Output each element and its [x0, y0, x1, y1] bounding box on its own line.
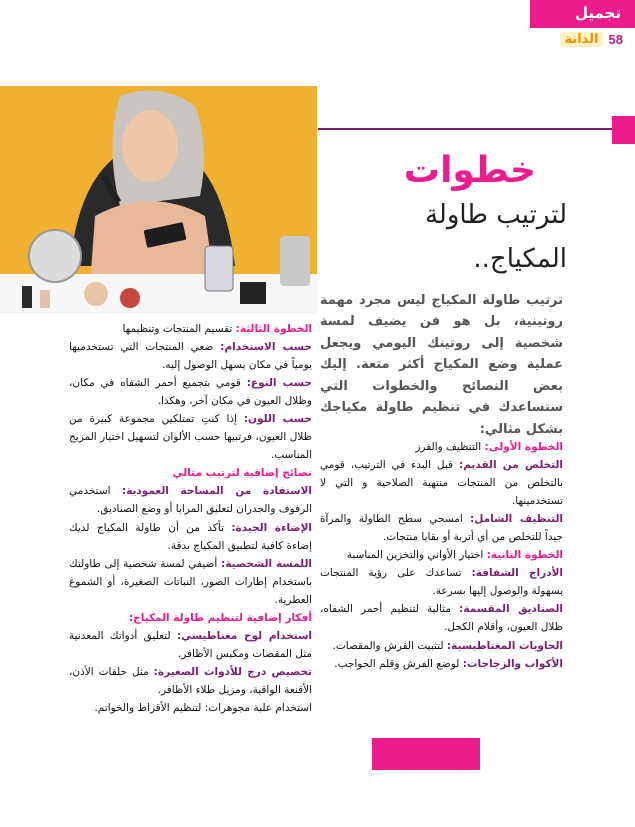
- paragraph: [69, 338, 312, 374]
- paragraph-text: اختيار الأواني والتخزين المناسبة: [346, 549, 487, 562]
- paragraph-heading: حسب اللون:: [243, 413, 312, 426]
- paragraph: [69, 482, 312, 518]
- paragraph-text: إذا كنتِ تمتلكين مجموعة كبيرة من ظلال العيون، فرتبيها حسب الألوان لتسهيل اختيار المزيج المناسب.: [69, 413, 312, 462]
- paragraph: [320, 510, 563, 546]
- paragraph-heading: استخدام لوح مغناطيسي:: [176, 629, 312, 642]
- paragraph-heading: الخطوة الأولى:: [484, 441, 563, 453]
- paragraph: [69, 555, 312, 609]
- paragraph-heading: الأدراج الشفافة:: [471, 567, 564, 580]
- paragraph: [320, 564, 563, 600]
- paragraph-heading: اللمسة الشخصية:: [221, 557, 312, 570]
- paragraph-heading: التخلص من القديم:: [459, 459, 563, 472]
- paragraph-text: قبل البدء في الترتيب، قومي بالتخلص من المنتجات منتهية الصلاحية و التي لا تستخدمينها.: [320, 459, 563, 508]
- paragraph-heading: الأكواب والزجاجات:: [462, 657, 563, 670]
- paragraph-text: أضيفي لمسة شخصية إلى طاولتك باستخدام إطارات الصور، النباتات الصغيرة، أو الشموع العطرية.: [69, 557, 312, 606]
- paragraph: [69, 627, 312, 663]
- accent-square-top: [612, 116, 635, 144]
- paragraph-heading: نصائح إضافية لترتيب مثالي: [172, 467, 312, 480]
- paragraph: [320, 600, 563, 636]
- paragraph-text: امسحي سطح الطاولة والمرآة جيداً للتخلص من أي أتربة أو بقايا منتجات.: [320, 513, 563, 544]
- paragraph-heading: أفكار إضافية لتنظيم طاولة المكياج:: [128, 611, 312, 624]
- paragraph: [69, 609, 312, 627]
- section-tab: [530, 0, 635, 28]
- brand-row: [560, 32, 623, 47]
- paragraph: [69, 374, 312, 410]
- article-intro: ترتيب طاولة المكياج ليس مجرد مهمة روتينية، بل هو فن يضيف لمسة شخصية إلى روتينك اليومي ويجعل عملية وضع المكياج أكثر متعة. إليك بعض النصائح والخطوات التي ستساعدك في تنظيم طاولة مكياجك بشكل مثالي:: [320, 293, 563, 437]
- paragraph-heading: الصناديق المقسمة:: [459, 603, 563, 616]
- paragraph-text: تقسيم المنتجات وتنظيمها: [122, 323, 236, 335]
- paragraph-text: تأكد من أن طاولة المكياج لديك إضاءة كافية لتطبيق المكياج بدقة.: [69, 521, 312, 552]
- paragraph-text: تساعدك على رؤية المنتجات بسهولة والوصول إليها بسرعة.: [320, 567, 563, 598]
- paragraph: [69, 519, 312, 555]
- paragraph: [69, 320, 312, 338]
- paragraph-heading: الإضاءة الجيدة:: [231, 521, 312, 534]
- paragraph-text: استخدمي الرفوف والجدران لتعليق المرايا أو وضع الصناديق.: [69, 485, 312, 516]
- paragraph: [320, 546, 563, 564]
- paragraph-heading: الاستفادة من المساحة العمودية:: [121, 485, 312, 498]
- paragraph-heading: الحاويات المغناطيسية:: [446, 639, 563, 652]
- paragraph: [320, 637, 563, 655]
- left-column: [69, 320, 312, 717]
- paragraph: [320, 655, 563, 673]
- accent-square-bottom: [372, 738, 480, 770]
- article-subtitle-line-2: المكياج..: [473, 244, 567, 274]
- paragraph-text: ضعي المنتجات التي تستخدميها يومياً في مكان يسهل الوصول إليه.: [69, 341, 312, 372]
- paragraph-heading: حسب الاستخدام:: [220, 341, 312, 354]
- brand-logo: الدانة: [560, 32, 602, 47]
- title-rule: [318, 128, 616, 130]
- makeup-photo: [0, 86, 317, 314]
- paragraph: [69, 663, 312, 699]
- paragraph: [69, 410, 312, 464]
- paragraph-heading: تخصيص درج للأدوات الصغيرة:: [153, 665, 312, 678]
- paragraph-text: لتعليق أدواتك المعدنية مثل المقصات ومكبس الأظافر.: [69, 629, 312, 660]
- paragraph-heading: الخطوة الثالثة:: [235, 323, 312, 335]
- article-subtitle-line-1: لترتيب طاولة: [424, 200, 567, 230]
- paragraph: [320, 456, 563, 510]
- section-label: تجميل: [574, 4, 621, 22]
- paragraph-heading: التنظيف الشامل:: [470, 513, 563, 526]
- page-number: 58: [608, 32, 623, 47]
- paragraph-text: التنظيف والفرز: [415, 441, 485, 453]
- paragraph: [320, 438, 563, 456]
- paragraph: [69, 699, 312, 717]
- paragraph-text: قومي بتجميع أحمر الشفاه في مكان، وظلال العيون في مكان آخر، وهكذا.: [69, 377, 312, 408]
- article-title: خطوات: [403, 150, 536, 191]
- paragraph-text: لتثبيت الفرش والمقصات.: [332, 639, 447, 652]
- right-column: [320, 438, 563, 673]
- paragraph-text: استخدام علبة مجوهرات: لتنظيم الأقراط والخواتم.: [94, 701, 312, 714]
- paragraph: [69, 464, 312, 482]
- paragraph-text: لوضع الفرش وقلم الحواجب.: [334, 657, 463, 670]
- paragraph-heading: حسب النوع:: [246, 377, 312, 390]
- paragraph-text: مثل حلقات الأذن، الأقنعة الواقية، ومزيل طلاء الأظافر.: [69, 665, 312, 696]
- paragraph-heading: الخطوة الثانية:: [486, 549, 563, 562]
- paragraph-text: مثالية لتنظيم أحمر الشفاه، ظلال العيون، وأقلام الكحل.: [320, 603, 563, 634]
